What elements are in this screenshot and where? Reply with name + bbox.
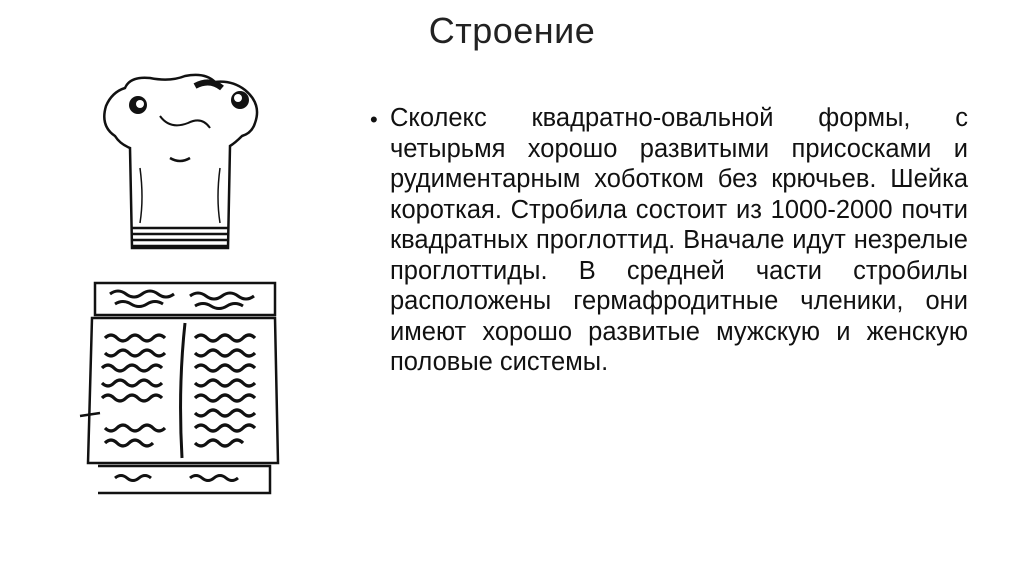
tapeworm-illustration [70,68,285,498]
bullet-item-description: Сколекс квадратно-овальной формы, с четырьмя хорошо развитыми присосками и рудиментарным хоботком без крючьев. Шейка короткая. Стробила состоит из 1000-2000 почти квадратных проглоттид. Вначале идут незрелые проглоттиды. В средней части стробилы расположены гермафродитные членики, они имеют хорошо развитые мужскую и женскую половые системы. [390,104,968,376]
proglottid-bottom [98,466,270,493]
bullet-list [370,103,968,378]
slide-title: Строение [428,10,596,51]
bullet-marker: • [370,107,378,132]
